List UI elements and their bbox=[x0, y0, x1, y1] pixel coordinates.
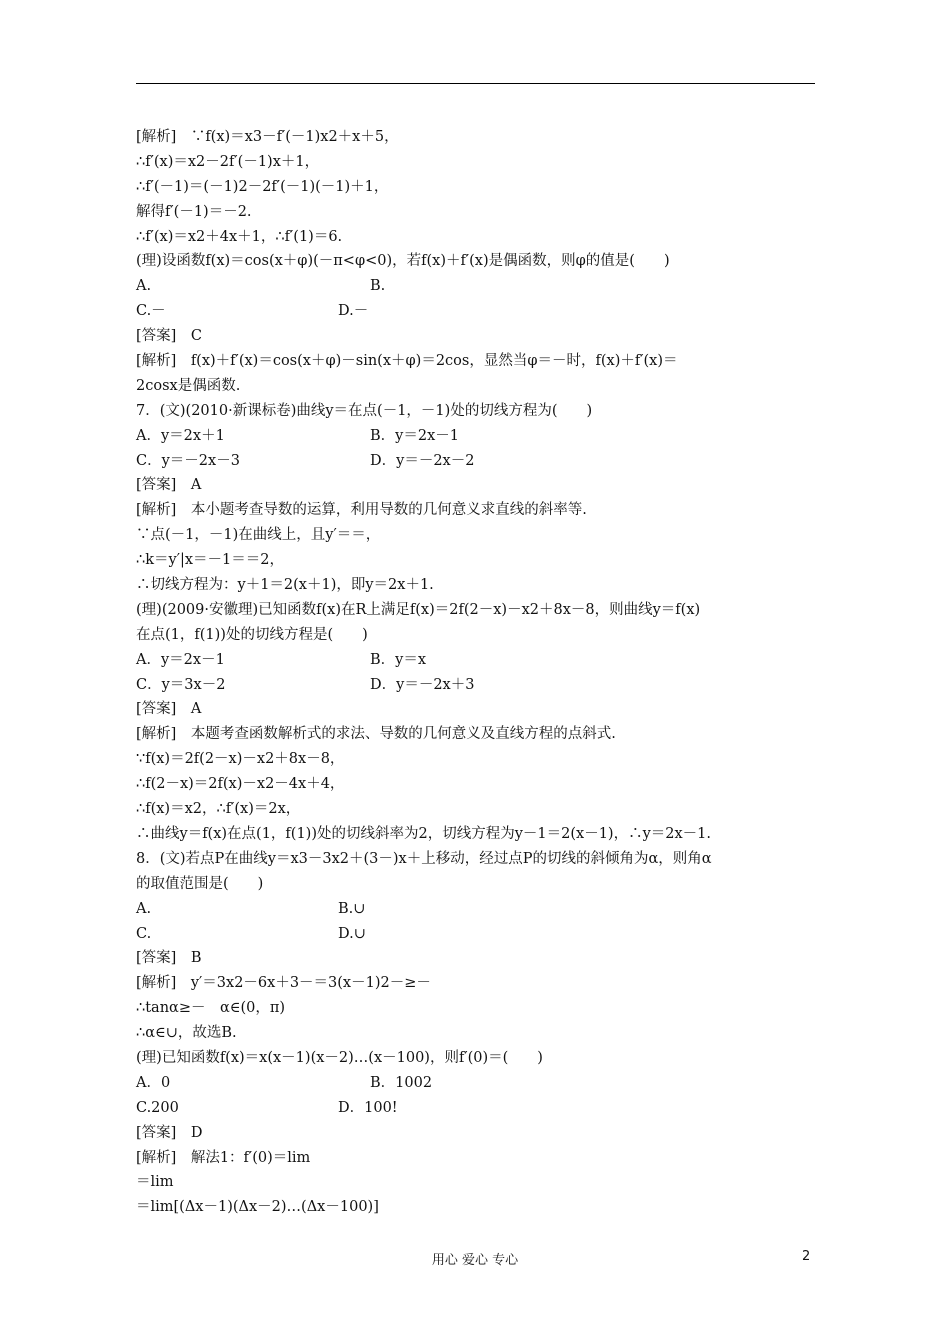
option-right: D.－ bbox=[338, 303, 369, 320]
page-number: 2 bbox=[802, 1249, 811, 1264]
text-line bbox=[136, 897, 826, 922]
text-line: ∵点(－1，－1)在曲线上，且y′＝＝， bbox=[136, 527, 381, 544]
text-line: [答案] D bbox=[136, 1124, 203, 1141]
text-line: ∴tanα≥－ α∈(0，π) bbox=[136, 1000, 286, 1017]
text-line: 解得f′(－1)＝－2. bbox=[136, 203, 252, 220]
text-line: 8．(文)若点P在曲线y＝x3－3x2＋(3－)x＋上移动，经过点P的切线的斜倾角为α，则角α bbox=[136, 850, 712, 867]
option-right: D.∪ bbox=[338, 925, 366, 942]
text-line: ∴f′(－1)＝(－1)2－2f′(－1)(－1)＋1， bbox=[136, 178, 389, 195]
text-line bbox=[136, 274, 826, 299]
option-right: D．y＝－2x－2 bbox=[370, 452, 475, 469]
text-line: ＝lim[(Δx－1)(Δx－2)…(Δx－100)] bbox=[136, 1199, 379, 1216]
text-line: [答案] A bbox=[136, 701, 202, 718]
option-left: C.200 bbox=[136, 1099, 179, 1116]
text-line: [解析] ∵f(x)＝x3－f′(－1)x2＋x＋5， bbox=[136, 129, 399, 145]
option-left: A．y＝2x－1 bbox=[136, 651, 225, 668]
text-line: (理)设函数f(x)＝cos(x＋φ)(－π<φ<0)，若f(x)＋f′(x)是偶函数，则φ的值是( ) bbox=[136, 253, 670, 270]
text-line: [解析] 本小题考查导数的运算，利用导数的几何意义求直线的斜率等. bbox=[136, 502, 587, 519]
text-line: ＝lim bbox=[136, 1174, 174, 1191]
option-left: C.－ bbox=[136, 303, 166, 320]
option-left: C. bbox=[136, 925, 152, 942]
option-right: B．y＝x bbox=[370, 651, 427, 668]
text-line: [答案] B bbox=[136, 950, 202, 967]
option-right: B. bbox=[370, 278, 386, 295]
option-left: A. bbox=[136, 278, 152, 295]
text-line: ∴曲线y＝f(x)在点(1，f(1))处的切线斜率为2，切线方程为y－1＝2(x－1)，∴y＝2x－1. bbox=[136, 825, 712, 842]
header-rule bbox=[136, 83, 815, 84]
text-line bbox=[136, 449, 826, 474]
text-line: ∴k＝y′|x＝－1＝＝2， bbox=[136, 552, 285, 569]
text-line bbox=[136, 299, 826, 324]
text-line bbox=[136, 1096, 826, 1121]
option-left: A．y＝2x＋1 bbox=[136, 427, 225, 444]
option-right: D．y＝－2x＋3 bbox=[370, 676, 475, 693]
option-right: B．y＝2x－1 bbox=[370, 427, 459, 444]
text-line: 7．(文)(2010·新课标卷)曲线y＝在点(－1，－1)处的切线方程为( ) bbox=[136, 402, 593, 419]
text-line: ∵f(x)＝2f(2－x)－x2＋8x－8， bbox=[136, 751, 345, 768]
text-line bbox=[136, 1071, 826, 1096]
option-left: A. bbox=[136, 900, 152, 917]
option-right: B．1002 bbox=[370, 1074, 433, 1091]
text-line: ∴切线方程为：y＋1＝2(x＋1)，即y＝2x＋1. bbox=[136, 577, 434, 594]
text-line: [答案] A bbox=[136, 477, 202, 494]
option-left: A．0 bbox=[136, 1074, 171, 1091]
text-body bbox=[136, 125, 826, 1220]
text-line bbox=[136, 424, 826, 449]
option-left: C．y＝3x－2 bbox=[136, 676, 226, 693]
text-line: ∴f(2－x)＝2f(x)－x2－4x＋4， bbox=[136, 776, 345, 793]
text-line: (理)已知函数f(x)＝x(x－1)(x－2)…(x－100)，则f′(0)＝( ) bbox=[136, 1049, 543, 1066]
option-right: D．100! bbox=[338, 1099, 398, 1116]
text-line: [答案] C bbox=[136, 328, 202, 345]
text-line: ∴f(x)＝x2，∴f′(x)＝2x， bbox=[136, 801, 301, 818]
text-line: [解析] 本题考查函数解析式的求法、导数的几何意义及直线方程的点斜式. bbox=[136, 726, 616, 743]
text-line bbox=[136, 922, 826, 947]
text-line: ∴α∈∪，故选B. bbox=[136, 1025, 237, 1042]
text-line: ∴f′(x)＝x2＋4x＋1，∴f′(1)＝6. bbox=[136, 228, 343, 245]
text-line: 在点(1，f(1))处的切线方程是( ) bbox=[136, 626, 368, 643]
text-line: [解析] 解法1：f′(0)＝lim bbox=[136, 1149, 311, 1166]
footer-text: 用心 爱心 专心 bbox=[431, 1253, 519, 1268]
text-line: 的取值范围是( ) bbox=[136, 875, 264, 892]
text-line: ∴f′(x)＝x2－2f′(－1)x＋1， bbox=[136, 153, 320, 170]
text-line: [解析] y′＝3x2－6x＋3－＝3(x－1)2－≥－ bbox=[136, 975, 431, 992]
text-line: [解析] f(x)＋f′(x)＝cos(x＋φ)－sin(x＋φ)＝2cos，显然当φ＝－时，f(x)＋f′(x)＝ bbox=[136, 353, 678, 370]
text-line bbox=[136, 673, 826, 698]
text-line bbox=[136, 648, 826, 673]
text-line: 2cosx是偶函数. bbox=[136, 377, 241, 394]
option-right: B.∪ bbox=[338, 900, 366, 917]
option-left: C．y＝－2x－3 bbox=[136, 452, 240, 469]
text-line: (理)(2009·安徽理)已知函数f(x)在R上满足f(x)＝2f(2－x)－x2＋8x－8，则曲线y＝f(x) bbox=[136, 601, 701, 618]
